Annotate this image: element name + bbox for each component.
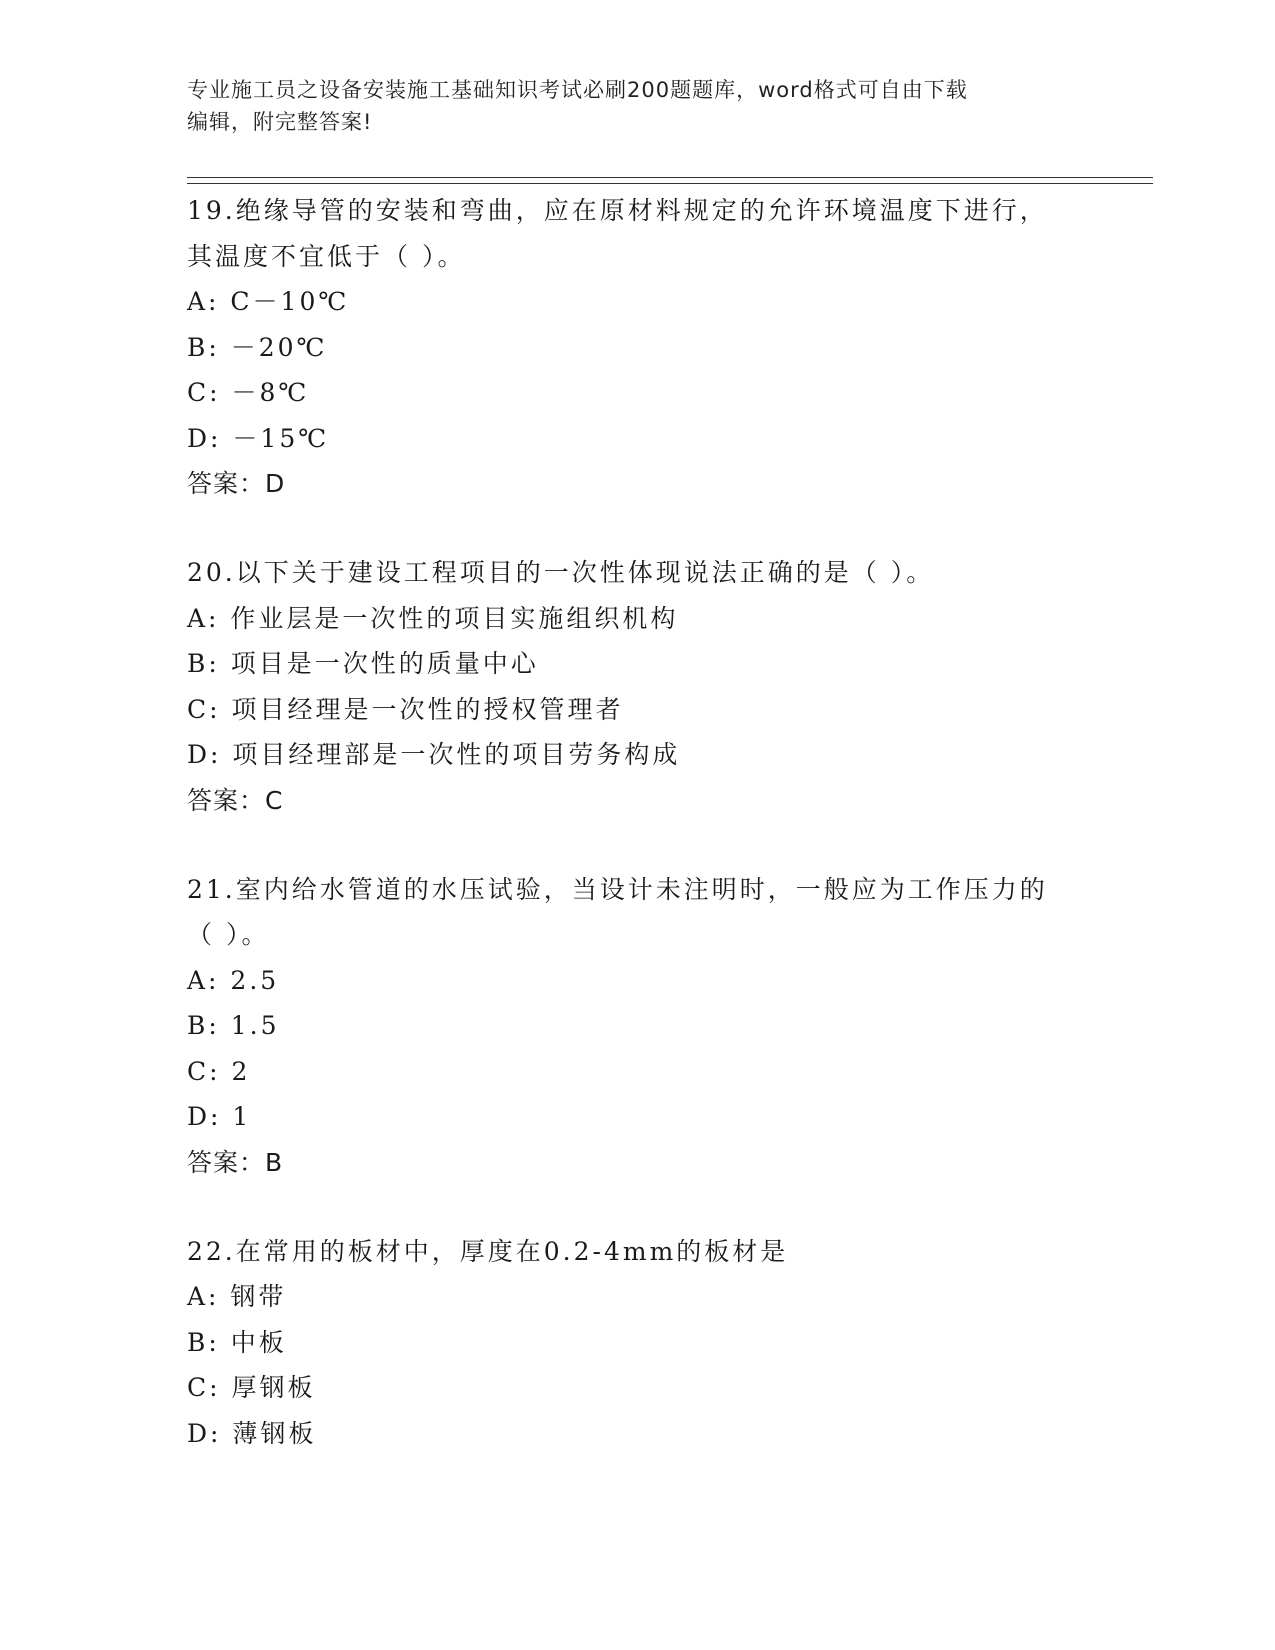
- option-b: B: 1.5: [187, 1011, 280, 1040]
- question-text: 21.室内给水管道的水压试验，当设计未注明时，一般应为工作压力的: [187, 874, 1048, 904]
- question-text: 19.绝缘导管的安装和弯曲，应在原材料规定的允许环境温度下进行，: [187, 196, 1048, 225]
- header-divider-bottom: [187, 183, 1153, 184]
- question-text: 20.以下关于建设工程项目的一次性体现说法正确的是（ ）。: [187, 558, 935, 587]
- question-list: [187, 188, 1087, 1500]
- option-d: D: 项目经理部是一次性的项目劳务构成: [187, 740, 681, 769]
- option-d: D: 1: [187, 1102, 252, 1131]
- question-19: [187, 188, 1087, 506]
- option-d: D: 薄钢板: [187, 1418, 317, 1448]
- question-text: 22.在常用的板材中，厚度在0.2-4mm的板材是: [187, 1236, 789, 1266]
- document-header: [187, 74, 1067, 138]
- option-b: B: 中板: [187, 1327, 287, 1357]
- option-c: C: －8℃: [187, 378, 310, 407]
- answer: 答案：D: [187, 469, 286, 498]
- question-text: （ ）。: [187, 920, 270, 949]
- option-b: B: 项目是一次性的质量中心: [187, 649, 539, 678]
- question-21: [187, 867, 1087, 1185]
- header-divider-top: [187, 177, 1153, 178]
- option-a: A: 作业层是一次性的项目实施组织机构: [187, 603, 679, 633]
- option-a: A: 2.5: [187, 965, 280, 995]
- option-a: A: 钢带: [187, 1282, 287, 1311]
- header-line-2: 编辑，附完整答案!: [187, 110, 373, 134]
- header-line-1: 专业施工员之设备安装施工基础知识考试必刷200题题库，word格式可自由下载: [187, 78, 968, 102]
- option-c: C: 厚钢板: [187, 1373, 316, 1402]
- option-a: A: C－10℃: [187, 287, 350, 316]
- question-text: 其温度不宜低于（ ）。: [187, 241, 466, 271]
- answer: 答案：C: [187, 785, 284, 815]
- answer: 答案：B: [187, 1147, 284, 1177]
- option-c: C: 项目经理是一次性的授权管理者: [187, 694, 624, 724]
- option-b: B: －20℃: [187, 332, 328, 362]
- option-c: C: 2: [187, 1056, 251, 1086]
- question-22: [187, 1229, 1087, 1457]
- question-20: [187, 550, 1087, 823]
- option-d: D: －15℃: [187, 423, 330, 453]
